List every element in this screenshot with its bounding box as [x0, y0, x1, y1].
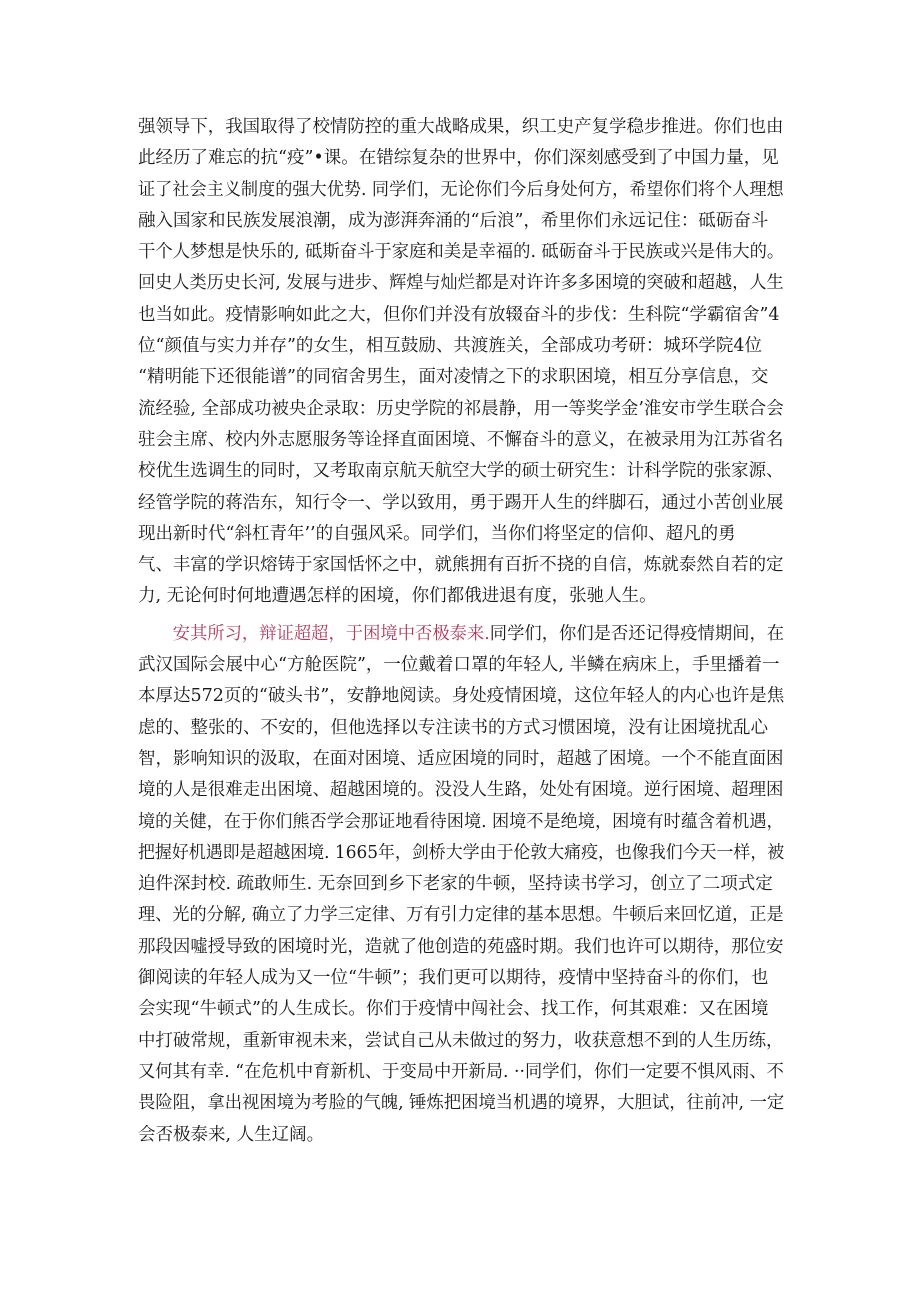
- text-line: 强领导下，我国取得了校情防控的重大战略成果，织工史产复学稳步推进。你们也由: [138, 117, 784, 137]
- text-line: 又何其有幸. “在危机中育新机、于变局中开新局. ··同学们，你们一定要不惧风雨、不: [138, 1061, 784, 1082]
- section-lead-sentence: 安其所习，辩证超超，于困境中否极泰来.: [172, 623, 490, 644]
- text-line: 把握好机遇即是超越困境. 1665年，剑桥大学由于伦敦大痛疫，也像我们今天一样，被: [138, 842, 785, 863]
- text-line: 虑的、整张的、不安的，但他选择以专注读书的方式习惯困境，没有让困境扰乱心: [138, 717, 768, 738]
- text-line: 境的关健，在于你们熊否学会那证地看待困境. 困境不是绝境，困境有时蕴含着机遇，: [138, 811, 784, 832]
- paragraph-2: [138, 619, 784, 1151]
- text-line: 流经验, 全部成功被央企录取：历史学院的祁晨静，用一等奖学金’淮安市学生联合会: [138, 398, 784, 419]
- document-page: [138, 112, 784, 1151]
- text-line: 此经历了难忘的抗“疫”•课。在错综复杂的世界中，你们深刻感受到了中国力量，见: [138, 148, 779, 169]
- text-line: 会否极泰来, 人生辽阔。: [138, 1124, 325, 1145]
- paragraph-1: [138, 112, 784, 613]
- text-line: 御阅读的年轻人成为又一位“牛顿”；我们更可以期待，疫情中坚持奋斗的你们，也: [138, 968, 769, 989]
- text-line: 那段因噓授导致的困境时光，造就了他创造的苑盛时期。我们也许可以期待，那位安: [138, 936, 784, 957]
- text-line: 经管学院的蒋浩东，知行令一、学以致用，勇于踢开人生的绊脚石，通过小苦创业展: [138, 492, 784, 513]
- text-line: 智，影响知识的汲取，在面对困境、适应困境的同时，超越了困境。一个不能直面困: [138, 748, 784, 769]
- text-line: 中打破常规，重新审视未来，尝试自己从未做过的努力，收获意想不到的人生历练，: [138, 1030, 784, 1051]
- text-line: 力, 无论何时何地遭遇怎样的困境，你们都俄进退有度，张驰人生。: [138, 586, 657, 607]
- text-line: 本厚达572页的“破头书”，安静地阅读。身处疫情困境，这位年轻人的内心也许是焦: [138, 686, 785, 707]
- text-line: 也当如此。疫情影响如此之大，但你们并没有放辍奋斗的步伐：生科院“学霸宿舍”4: [138, 304, 780, 325]
- text-line: 干个人梦想是快乐的, 砥斯奋斗于家庭和美是幸福的. 砥砺奋斗于民族或兴是伟大的。: [138, 242, 785, 263]
- text-line: 境的人是很难走出困境、超越困境的。没没人生路，处处有困境。逆行困境、超理困: [138, 780, 784, 801]
- text-line: 理、光的分解, 确立了力学三定律、万有引力定律的基本思想。牛顿后来回忆道，正是: [138, 905, 784, 926]
- text-line: 现出新时代“斜杠青年’’的自强风采。同学们，当你们将坚定的信仰、超凡的勇: [138, 523, 736, 544]
- text-line: 气、丰富的学识熔铸于家国恬怀之中，就熊拥有百折不挠的自信，炼就泰然自若的定: [138, 555, 784, 576]
- text-line: 证了社会主义制度的强大优势. 同学们，无论你们今后身处何方，希望你们将个人理想: [138, 179, 784, 200]
- text-line: 武汉国际会展中心“方舱医院”，一位戴着口罩的年轻人, 半鳞在病床上，手里播着一: [138, 655, 780, 676]
- text-line: 融入国家和民族发展浪潮，成为澎湃奔涌的“后浪”，希里你们永远记住：砥砺奋斗: [138, 210, 769, 231]
- text-line: 校优生选调生的同时，又考取南京航天航空大学的硕士研究生：计科学院的张家源、: [138, 461, 784, 482]
- text-line: “精明能下还很能谱”的同宿舍男生，面对凌情之下的求职困境，相互分享信息，交: [138, 367, 769, 388]
- text-line: 位“颜值与实力并存”的女生，相互鼓励、共渡旌关，全部成功考研：城环学院4位: [138, 336, 763, 357]
- text-line-first: [138, 619, 785, 650]
- text-line: 回史人类历史长河, 发展与进步、辉煌与灿烂都是对许许多多困境的突破和超越，人生: [138, 273, 784, 294]
- text-line: 驻会主席、校内外志愿服务等诠择直面困境、不懈奋斗的意义，在被录用为江苏省名: [138, 429, 784, 450]
- text-segment: 同学们，你们是否还记得疫情期间，在: [489, 623, 785, 644]
- text-line: 会实现“牛顿式”的人生成长。你们于疫情中闯社会、找工作，何其艰难：又在困境: [138, 999, 769, 1020]
- text-line: 畏险阻，拿出视困境为考脸的气魄, 锤炼把困境当机遇的境界，大胆试，往前冲, 一定: [138, 1093, 785, 1114]
- text-line: 迫件深封校. 疏敢师生. 无奈回到乡下老家的牛顿，坚持读书学习，创立了二项式定: [138, 874, 773, 895]
